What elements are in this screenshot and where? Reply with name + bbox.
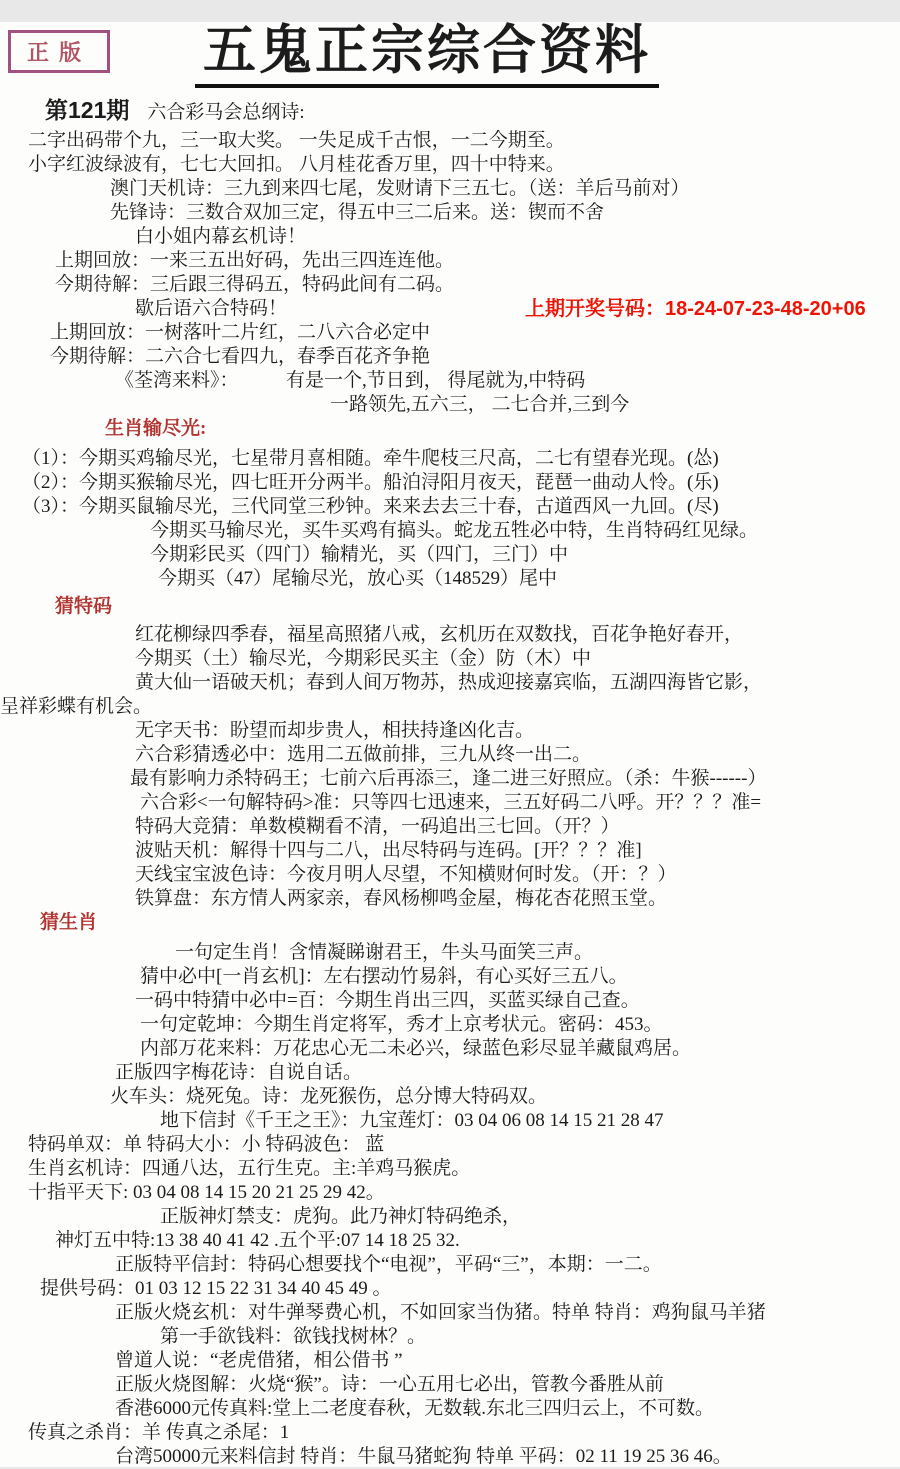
- text-line: （2）：今期买猴输尽光，四七旺开分两半。船泊浔阳月夜天，琵琶一曲动人怜。(乐): [22, 472, 719, 494]
- text-line: 生肖玄机诗：四通八达，五行生克。主:羊鸡马猴虎。: [28, 1158, 471, 1180]
- text-line: 红花柳绿四季春，福星高照猪八戒，玄机历在双数找，百花争艳好春开，: [135, 624, 744, 646]
- text-line: 黄大仙一语破天机；春到人间万物苏，热成迎接嘉宾临，五湖四海皆它影，: [135, 672, 763, 694]
- text-line: 神灯五中特:13 38 40 41 42 .五个平:07 14 18 25 32.: [55, 1230, 460, 1252]
- content-lines: [0, 129, 900, 1469]
- text-line: 香港6000元传真料:堂上二老度春秋，无数载.东北三四归云上，不可数。: [115, 1398, 715, 1420]
- text-line: 上期回放：一来三五出好码，先出三四连连他。: [55, 250, 455, 272]
- text-line: 小字红波绿波有，七七大回扣。 八月桂花香万里，四十中特来。: [28, 154, 565, 176]
- text-line: 正版神灯禁支：虎狗。此乃神灯特码绝杀，: [160, 1206, 522, 1228]
- text-line: 一句定生肖！含情凝睇谢君王，牛头马面笑三声。: [175, 942, 594, 964]
- text-line: 今期买马输尽光，买牛买鸡有搞头。蛇龙五牲必中特，生肖特码红见绿。: [150, 520, 759, 542]
- text-line: 今期待解：三后跟三得码五，特码此间有二码。: [55, 274, 455, 296]
- issue-row: [45, 92, 900, 125]
- text-line: 正版特平信封：特码心想要找个“电视”，平码“三”，本期：一二。: [115, 1254, 662, 1276]
- text-line: 提供号码：01 03 12 15 22 31 34 40 45 49 。: [40, 1278, 392, 1300]
- text-line: 天线宝宝波色诗：今夜月明人尽望，不知横财何时发。（开：？）: [135, 864, 677, 886]
- text-line: 六合彩<一句解特码>准：只等四七迅速来，三五好码二八呼。开？？？准=: [140, 792, 762, 814]
- text-line: 今期买（土）输尽光，今期彩民买主（金）防（木）中: [135, 648, 592, 670]
- text-line: 猜中必中[一肖玄机]：左右摆动竹易斜，有心买好三五八。: [140, 966, 628, 988]
- text-line: 传真之杀肖：羊 传真之杀尾：1: [28, 1422, 290, 1444]
- text-line: 十指平天下: 03 04 08 14 15 20 21 25 29 42。: [28, 1182, 385, 1204]
- text-line: 第一手欲钱料：欲钱找树林？。: [160, 1326, 427, 1348]
- text-line: 歇后语六合特码！: [135, 298, 288, 320]
- text-line: 台湾50000元来料信封 特肖：牛鼠马猪蛇狗 特单 平码：02 11 19 25 36 46。: [115, 1446, 732, 1468]
- text-line: 一码中特猜中必中=百：今期生肖出三四，买蓝买绿自己查。: [135, 990, 640, 1012]
- text-line: 正版火烧图解：火烧“猴”。诗：一心五用七必出，管教今番胜从前: [115, 1374, 664, 1396]
- text-line: 地下信封《千王之王》：九宝莲灯：03 04 06 08 14 15 21 28 47: [160, 1110, 664, 1132]
- text-line: 无字天书：盼望而却步贵人，相扶持逢凶化吉。: [135, 720, 535, 742]
- text-line: 曾道人说：“老虎借猪，相公借书 ”: [115, 1350, 403, 1372]
- text-line: 先锋诗：三数合双加三定，得五中三二后来。送：锲而不舍: [110, 202, 605, 224]
- text-line: （3）：今期买鼠输尽光，三代同堂三秒钟。来来去去三十春，古道西风一九回。(尽): [22, 496, 719, 518]
- section-heading: 生肖输尽光:: [105, 418, 207, 440]
- stamp-label: 正版: [27, 40, 92, 65]
- text-line: 《荃湾来料》： 有是一个,节日到， 得尾就为,中特码: [115, 370, 586, 392]
- text-line: 火车头：烧死兔。诗：龙死猴伤，总分博大特码双。: [110, 1086, 548, 1108]
- text-line: （1）：今期买鸡输尽光，七星带月喜相随。牵牛爬枝三尺高，二七有望春光现。(怂): [22, 448, 719, 470]
- text-line: 铁算盘：东方情人两家亲，春风杨柳鸣金屋，梅花杏花照玉堂。: [135, 888, 668, 910]
- section-heading: 猜特码: [55, 596, 113, 618]
- section-heading: 猜生肖: [40, 912, 98, 934]
- general-poem-label: 六合彩马会总纲诗:: [147, 102, 305, 124]
- text-line: 六合彩猜透必中：选用二五做前排，三九从终一出二。: [135, 744, 592, 766]
- text-line: 一路领先,五六三， 二七合并,三到今: [330, 394, 630, 416]
- text-line: 白小姐内幕玄机诗！: [135, 226, 307, 248]
- text-line: 最有影响力杀特码王；七前六后再添三，逢二进三好照应。（杀：牛猴------）: [130, 768, 767, 790]
- text-line: 今期彩民买（四门）输精光，买（四门，三门）中: [150, 544, 569, 566]
- last-draw-result: 上期开奖号码：18-24-07-23-48-20+06: [525, 298, 866, 320]
- text-line: 一句定乾坤：今期生肖定将军，秀才上京考状元。密码：453。: [140, 1014, 663, 1036]
- lottery-info-sheet: [0, 22, 900, 1467]
- text-line: 呈祥彩蝶有机会。: [0, 696, 153, 718]
- page-title: 五鬼正宗综合资料: [195, 22, 659, 88]
- text-line: 内部万花来料：万花忠心无二未必兴，绿蓝色彩尽显羊藏鼠鸡居。: [140, 1038, 692, 1060]
- text-line: 特码单双：单 特码大小：小 特码波色： 蓝: [28, 1134, 385, 1156]
- text-line: 特码大竞猜：单数模糊看不清，一码追出三七回。（开？）: [135, 816, 620, 838]
- text-line: 波贴天机：解得十四与二八，出尽特码与连码。[开？？？准]: [135, 840, 642, 862]
- authentic-stamp: [8, 30, 110, 73]
- text-line: 今期待解：二六合七看四九，春季百花齐争艳: [50, 346, 431, 368]
- text-line: 澳门天机诗：三九到来四七尾，发财请下三五七。（送：羊后马前对）: [110, 178, 690, 200]
- text-line: 上期回放：一树落叶二片红，二八六合必定中: [50, 322, 431, 344]
- text-line: 今期买（47）尾输尽光，放心买（148529）尾中: [158, 568, 558, 590]
- text-line: 正版四字梅花诗：自说自话。: [115, 1062, 363, 1084]
- text-line: 正版火烧玄机：对牛弹琴费心机，不如回家当伪猪。特单 特肖：鸡狗鼠马羊猪: [115, 1302, 766, 1324]
- text-line: 二字出码带个九，三一取大奖。 一失足成千古恨，一二今期至。: [28, 130, 565, 152]
- issue-number: 第121期: [45, 97, 130, 124]
